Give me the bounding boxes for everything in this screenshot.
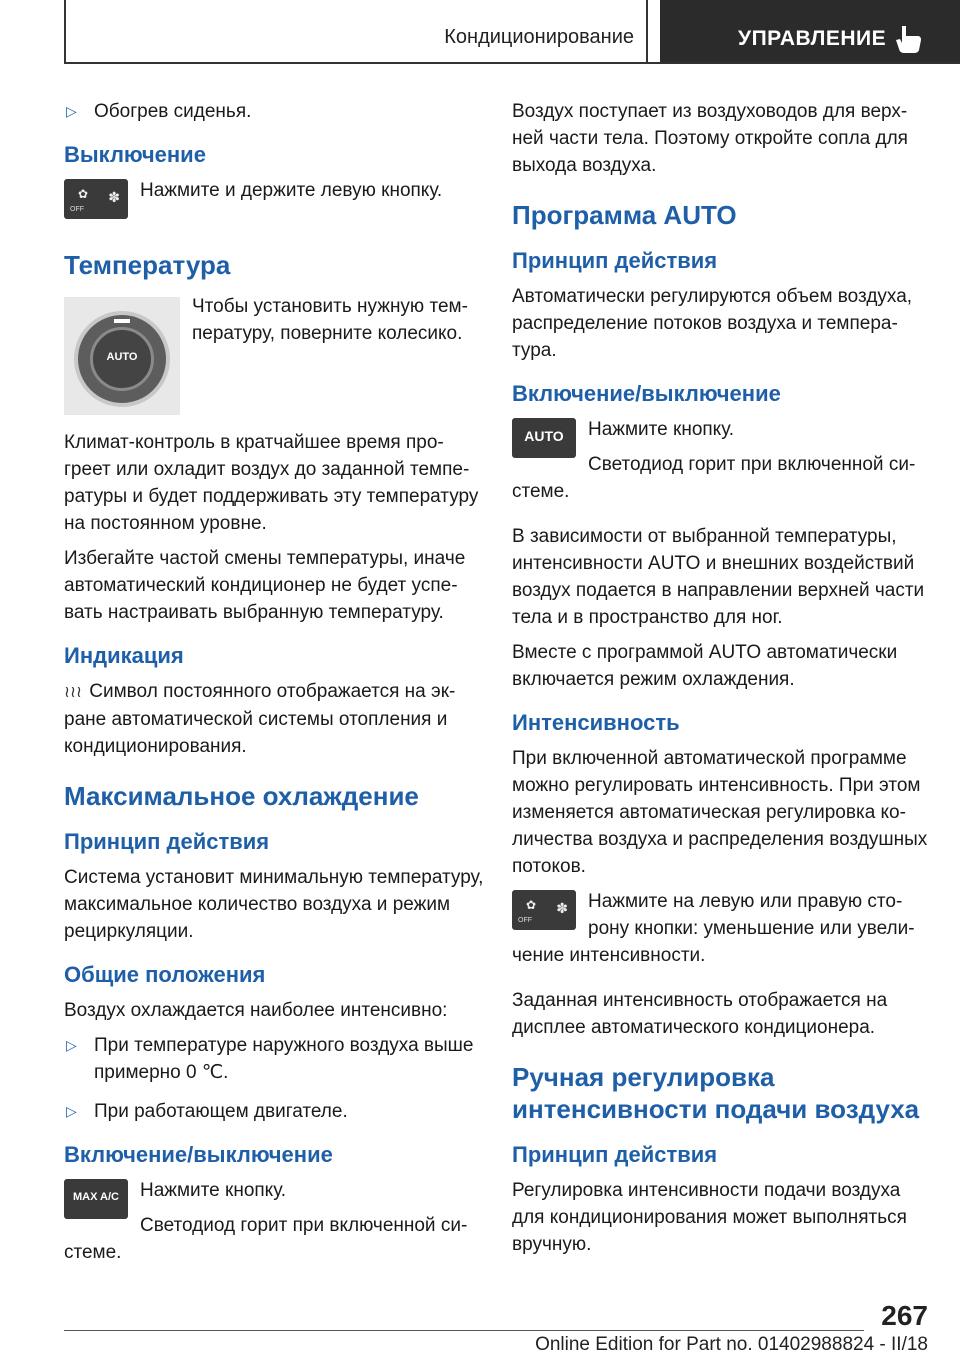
bullet-outside-temp <box>64 1032 484 1086</box>
heading-indication: Индикация <box>64 643 184 668</box>
left-column <box>64 98 484 1274</box>
heading-max-cooling: Максимальное охлаждение <box>64 781 419 811</box>
heading-principle: Принцип действия <box>512 248 718 273</box>
heading-auto-program: Программа AUTO <box>512 200 737 230</box>
auto-label: AUTO <box>524 428 564 444</box>
header-chapter-title: УПРАВЛЕНИЕ <box>738 27 887 50</box>
auto-dependence-text: В зависимости от выбранной температуры, интенсивности AUTO и внешних воздействий воздух подается в направлении верхней части тела и в пространство для ног. <box>512 526 925 628</box>
right-column <box>512 98 932 1266</box>
bullet-seat-heating <box>64 98 484 125</box>
max-ac-button-image <box>64 1179 128 1219</box>
auto-principle-text: Автоматически регулируются объем воздуха, распределение потоков воздуха и температура. <box>512 286 913 361</box>
heading-principle-2: Принцип действия <box>512 1142 718 1167</box>
auto-on-off-step-2: Светодиод горит при включенной системе. <box>512 454 916 502</box>
hand-icon <box>892 22 922 54</box>
heading-intensity: Интенсивность <box>512 710 680 735</box>
bullet-text: При температуре наружного воздуха выше примерно 0 ℃. <box>94 1035 474 1083</box>
header-chapter-tab <box>660 0 960 64</box>
heading-on-off: Включение/выключение <box>512 381 781 406</box>
temperature-paragraph-1: Климат-контроль в кратчайшее время прогреет или охладит воздух до заданной температуры и будет поддерживать эту температуру на постоянном уровне. <box>64 432 479 534</box>
air-supply-text: Воздух поступает из воздуховодов для верхней части тела. Поэтому откройте сопла для выхода воздуха. <box>512 101 908 176</box>
page-number: 267 <box>881 1300 928 1331</box>
heading-manual-airflow: Ручная регулировка интенсивности подачи воздуха <box>512 1062 920 1124</box>
temperature-instruction: Чтобы установить нужную температуру, поверните колесико. <box>192 296 468 344</box>
manual-text: Регулировка интенсивности подачи воздуха для кондиционирования может выполняться вручную. <box>512 1180 907 1255</box>
fan-icon: ✽ <box>108 189 120 205</box>
principle-text: Система установит минимальную температуру, максимальное количество воздуха и режим рециркуляции. <box>64 867 484 942</box>
heading-principle: Принцип действия <box>64 829 270 854</box>
fan-small-icon: ✿ <box>526 898 537 912</box>
intensity-text: При включенной автоматической программе можно регулировать интенсивность. При этом изменяется автоматическая регулировка количества воздуха и распределения воздушных потоков. <box>512 748 928 877</box>
triangle-bullet-icon: ▷ <box>66 103 77 119</box>
intensity-button-text: Нажмите на левую или правую сторону кнопки: уменьшение или увеличение интенсивности. <box>512 891 915 966</box>
heat-waves-icon: ≀≀≀ <box>64 684 82 701</box>
bullet-text: Обогрев сиденья. <box>94 101 252 122</box>
off-small-label: OFF <box>518 917 532 924</box>
max-ac-label: MAX A/C <box>72 1191 120 1203</box>
on-off-step-2: Светодиод горит при включенной системе. <box>64 1215 468 1263</box>
header-section-title: Кондиционирование <box>444 26 634 48</box>
indication-text-wrap <box>64 678 484 760</box>
triangle-bullet-icon: ▷ <box>66 1103 77 1119</box>
general-text: Воздух охлаждается наиболее интенсивно: <box>64 1000 448 1021</box>
on-off-step-1: Нажмите кнопку. <box>140 1180 287 1201</box>
knob-minus-mark <box>114 319 130 323</box>
auto-on-off-step-1: Нажмите кнопку. <box>588 419 735 440</box>
bullet-engine-running <box>64 1098 484 1125</box>
fan-intensity-button-image <box>512 890 576 930</box>
auto-cooling-text: Вместе с программой AUTO автоматически включается режим охлаждения. <box>512 642 898 690</box>
intensity-display-text: Заданная интенсивность отображается на дисплее автоматического кондиционера. <box>512 990 888 1038</box>
bullet-text: При работающем двигателе. <box>94 1101 348 1122</box>
temperature-paragraph-2: Избегайте частой смены температуры, иначе автоматический кондиционер не будет успевать настраивать выбранную температуру. <box>64 548 466 623</box>
fan-off-button-image <box>64 179 128 219</box>
off-instruction: Нажмите и держите левую кнопку. <box>140 180 443 201</box>
fan-small-icon: ✿ <box>78 187 89 201</box>
temperature-knob-image <box>64 297 180 415</box>
auto-button-image <box>512 418 576 458</box>
triangle-bullet-icon: ▷ <box>66 1037 77 1053</box>
off-small-label: OFF <box>70 206 84 213</box>
heading-off: Выключение <box>64 142 206 167</box>
footer-edition: Online Edition for Part no. 01402988824 - II/18 <box>535 1334 928 1355</box>
indication-text: Символ постоянного отображается на экране автоматической системы отопления и кондиционирования. <box>64 681 456 757</box>
fan-icon: ✽ <box>556 900 568 916</box>
heading-temperature: Температура <box>64 250 231 280</box>
knob-auto-label: AUTO <box>106 351 138 363</box>
heading-general: Общие положения <box>64 962 266 987</box>
header-rule <box>64 62 960 64</box>
heading-on-off: Включение/выключение <box>64 1142 333 1167</box>
footer-rule <box>64 1330 864 1331</box>
